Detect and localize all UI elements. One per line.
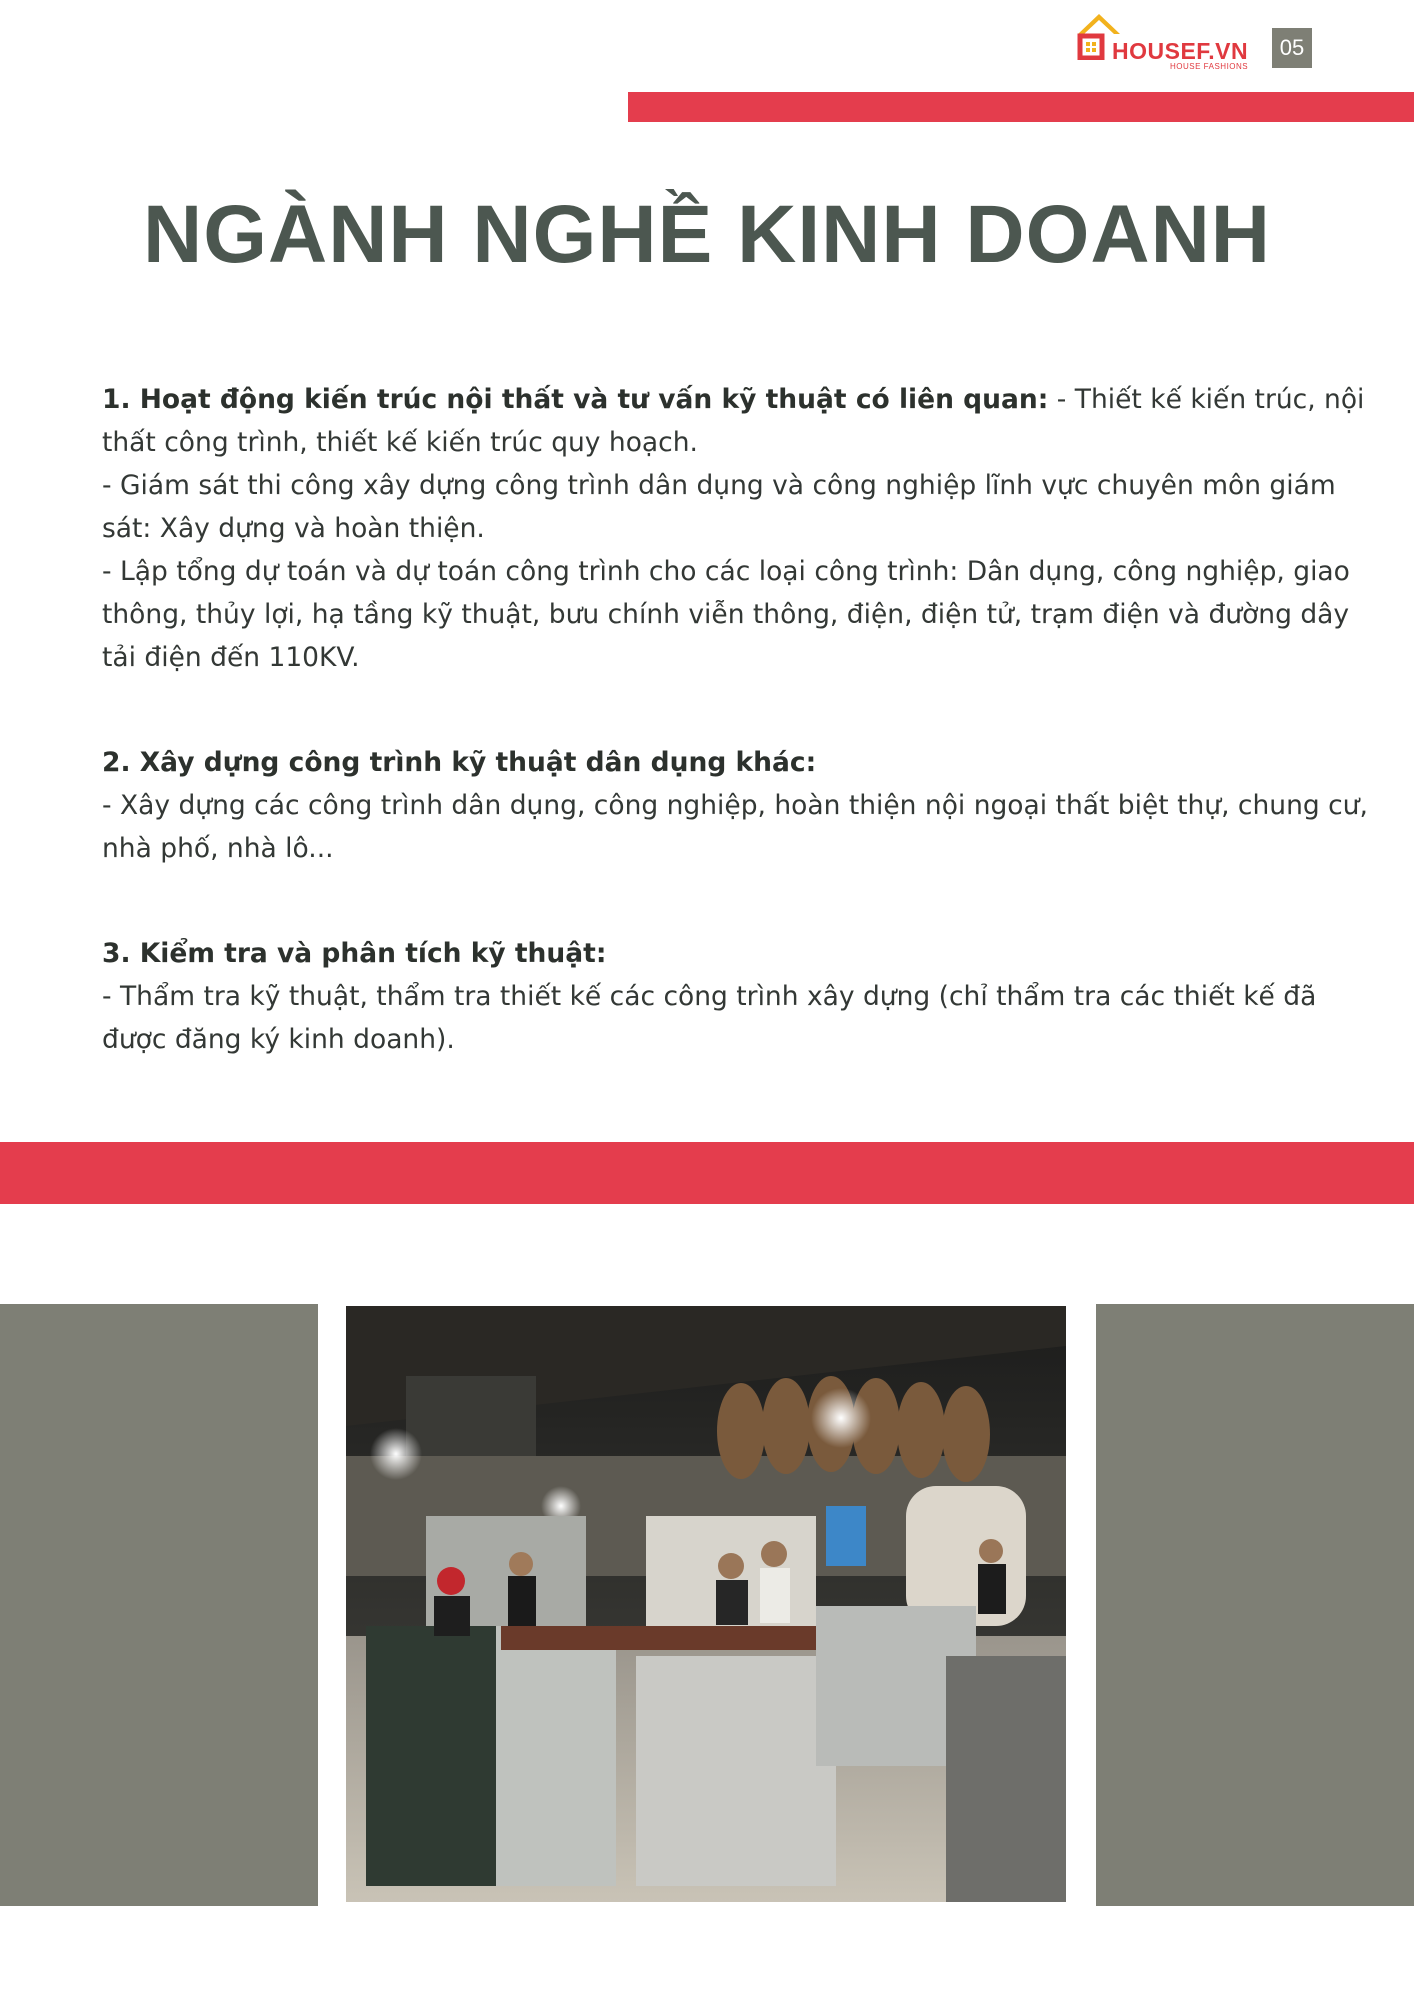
section-lead-text: - Thiết kế kiến trúc, nội thất công trình, thiết kế kiến trúc quy hoạch.: [102, 384, 1365, 458]
page-number: 05: [1272, 28, 1312, 68]
top-accent-bar: [628, 92, 1414, 122]
section-architecture: [102, 378, 1372, 679]
brand-logo: [1074, 10, 1260, 74]
section-line: - Giám sát thi công xây dựng công trình dân dụng và công nghiệp lĩnh vực chuyên môn giám sát: Xây dựng và hoàn thiện.: [102, 470, 1336, 544]
section-technical-inspection: [102, 932, 1372, 1061]
workshop-photo: [346, 1306, 1066, 1902]
page-title: NGÀNH NGHỀ KINH DOANH: [143, 189, 1271, 280]
logo-subtext: HOUSE FASHIONS: [1170, 62, 1249, 71]
section-heading: 2. Xây dựng công trình kỹ thuật dân dụng khác:: [102, 747, 817, 778]
section-line: - Lập tổng dự toán và dự toán công trình cho các loại công trình: Dân dụng, công nghiệp, giao thông, thủy lợi, hạ tầng kỹ thuật, bưu chính viễn thông, điện, điện tử, trạm điện và đường dây tải điện đến 110KV.: [102, 556, 1350, 673]
middle-accent-bar: [0, 1142, 1414, 1204]
section-line: - Xây dựng các công trình dân dụng, công nghiệp, hoàn thiện nội ngoại thất biệt thự, chung cư, nhà phố, nhà lô...: [102, 790, 1368, 864]
section-line: - Thẩm tra kỹ thuật, thẩm tra thiết kế các công trình xây dựng (chỉ thẩm tra các thiết kế đã được đăng ký kinh doanh).: [102, 981, 1317, 1055]
section-heading: 3. Kiểm tra và phân tích kỹ thuật:: [102, 938, 607, 969]
section-civil-construction: [102, 741, 1372, 870]
section-heading: 1. Hoạt động kiến trúc nội thất và tư vấn kỹ thuật có liên quan:: [102, 384, 1049, 415]
logo-text: HOUSEF.VN: [1112, 38, 1249, 64]
business-lines-content: [102, 378, 1372, 1061]
